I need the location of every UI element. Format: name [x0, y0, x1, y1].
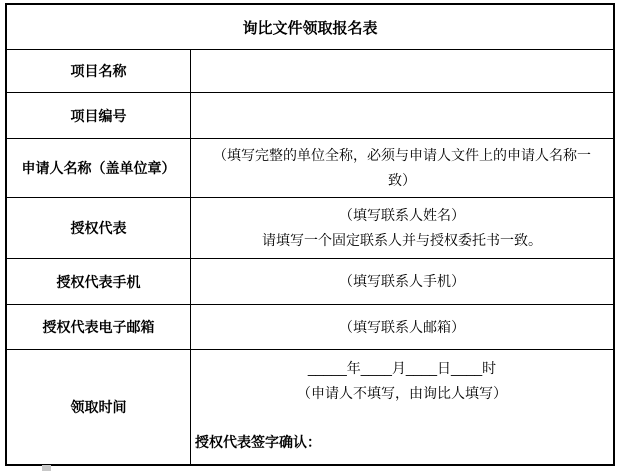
- label-collection-time: 领取时间: [7, 350, 191, 464]
- field-project-name[interactable]: [191, 50, 613, 92]
- scrollbar-thumb-fragment[interactable]: [42, 465, 51, 471]
- title-row: [7, 5, 613, 49]
- label-authorized-rep: 授权代表: [7, 198, 191, 258]
- form-title: 询比文件领取报名表: [242, 19, 378, 37]
- label-applicant-name: 申请人名称（盖单位章）: [7, 139, 191, 197]
- table-row: [7, 197, 613, 258]
- signature-confirm-label: 授权代表签字确认：: [195, 434, 321, 450]
- label-project-number: 项目编号: [7, 93, 191, 138]
- time-hint-line: （申请人不填写，由询比人填写）: [297, 385, 507, 401]
- table-row: [7, 258, 613, 304]
- label-project-name: 项目名称: [7, 50, 191, 92]
- field-collection-time[interactable]: [191, 350, 613, 464]
- table-row: [7, 138, 613, 197]
- label-rep-phone: 授权代表手机: [7, 259, 191, 304]
- field-rep-email[interactable]: （填写联系人邮箱）: [339, 318, 465, 335]
- field-applicant-name[interactable]: （填写完整的单位全称，必须与申请人文件上的申请人名称一致）: [213, 147, 591, 188]
- rep-hint-line2: 请填写一个固定联系人并与授权委托书一致。: [262, 232, 542, 248]
- table-row: [7, 92, 613, 138]
- registration-form-table: [5, 3, 615, 466]
- table-row: [7, 304, 613, 349]
- rep-hint-line1: （填写联系人姓名）: [339, 207, 465, 223]
- label-rep-email: 授权代表电子邮箱: [7, 305, 191, 349]
- date-blank-line[interactable]: _____年____月____日____时: [307, 360, 497, 376]
- field-authorized-rep[interactable]: [191, 198, 613, 258]
- field-project-number[interactable]: [191, 93, 613, 138]
- field-rep-phone[interactable]: （填写联系人手机）: [339, 273, 465, 289]
- table-row: [7, 349, 613, 464]
- table-row: [7, 49, 613, 92]
